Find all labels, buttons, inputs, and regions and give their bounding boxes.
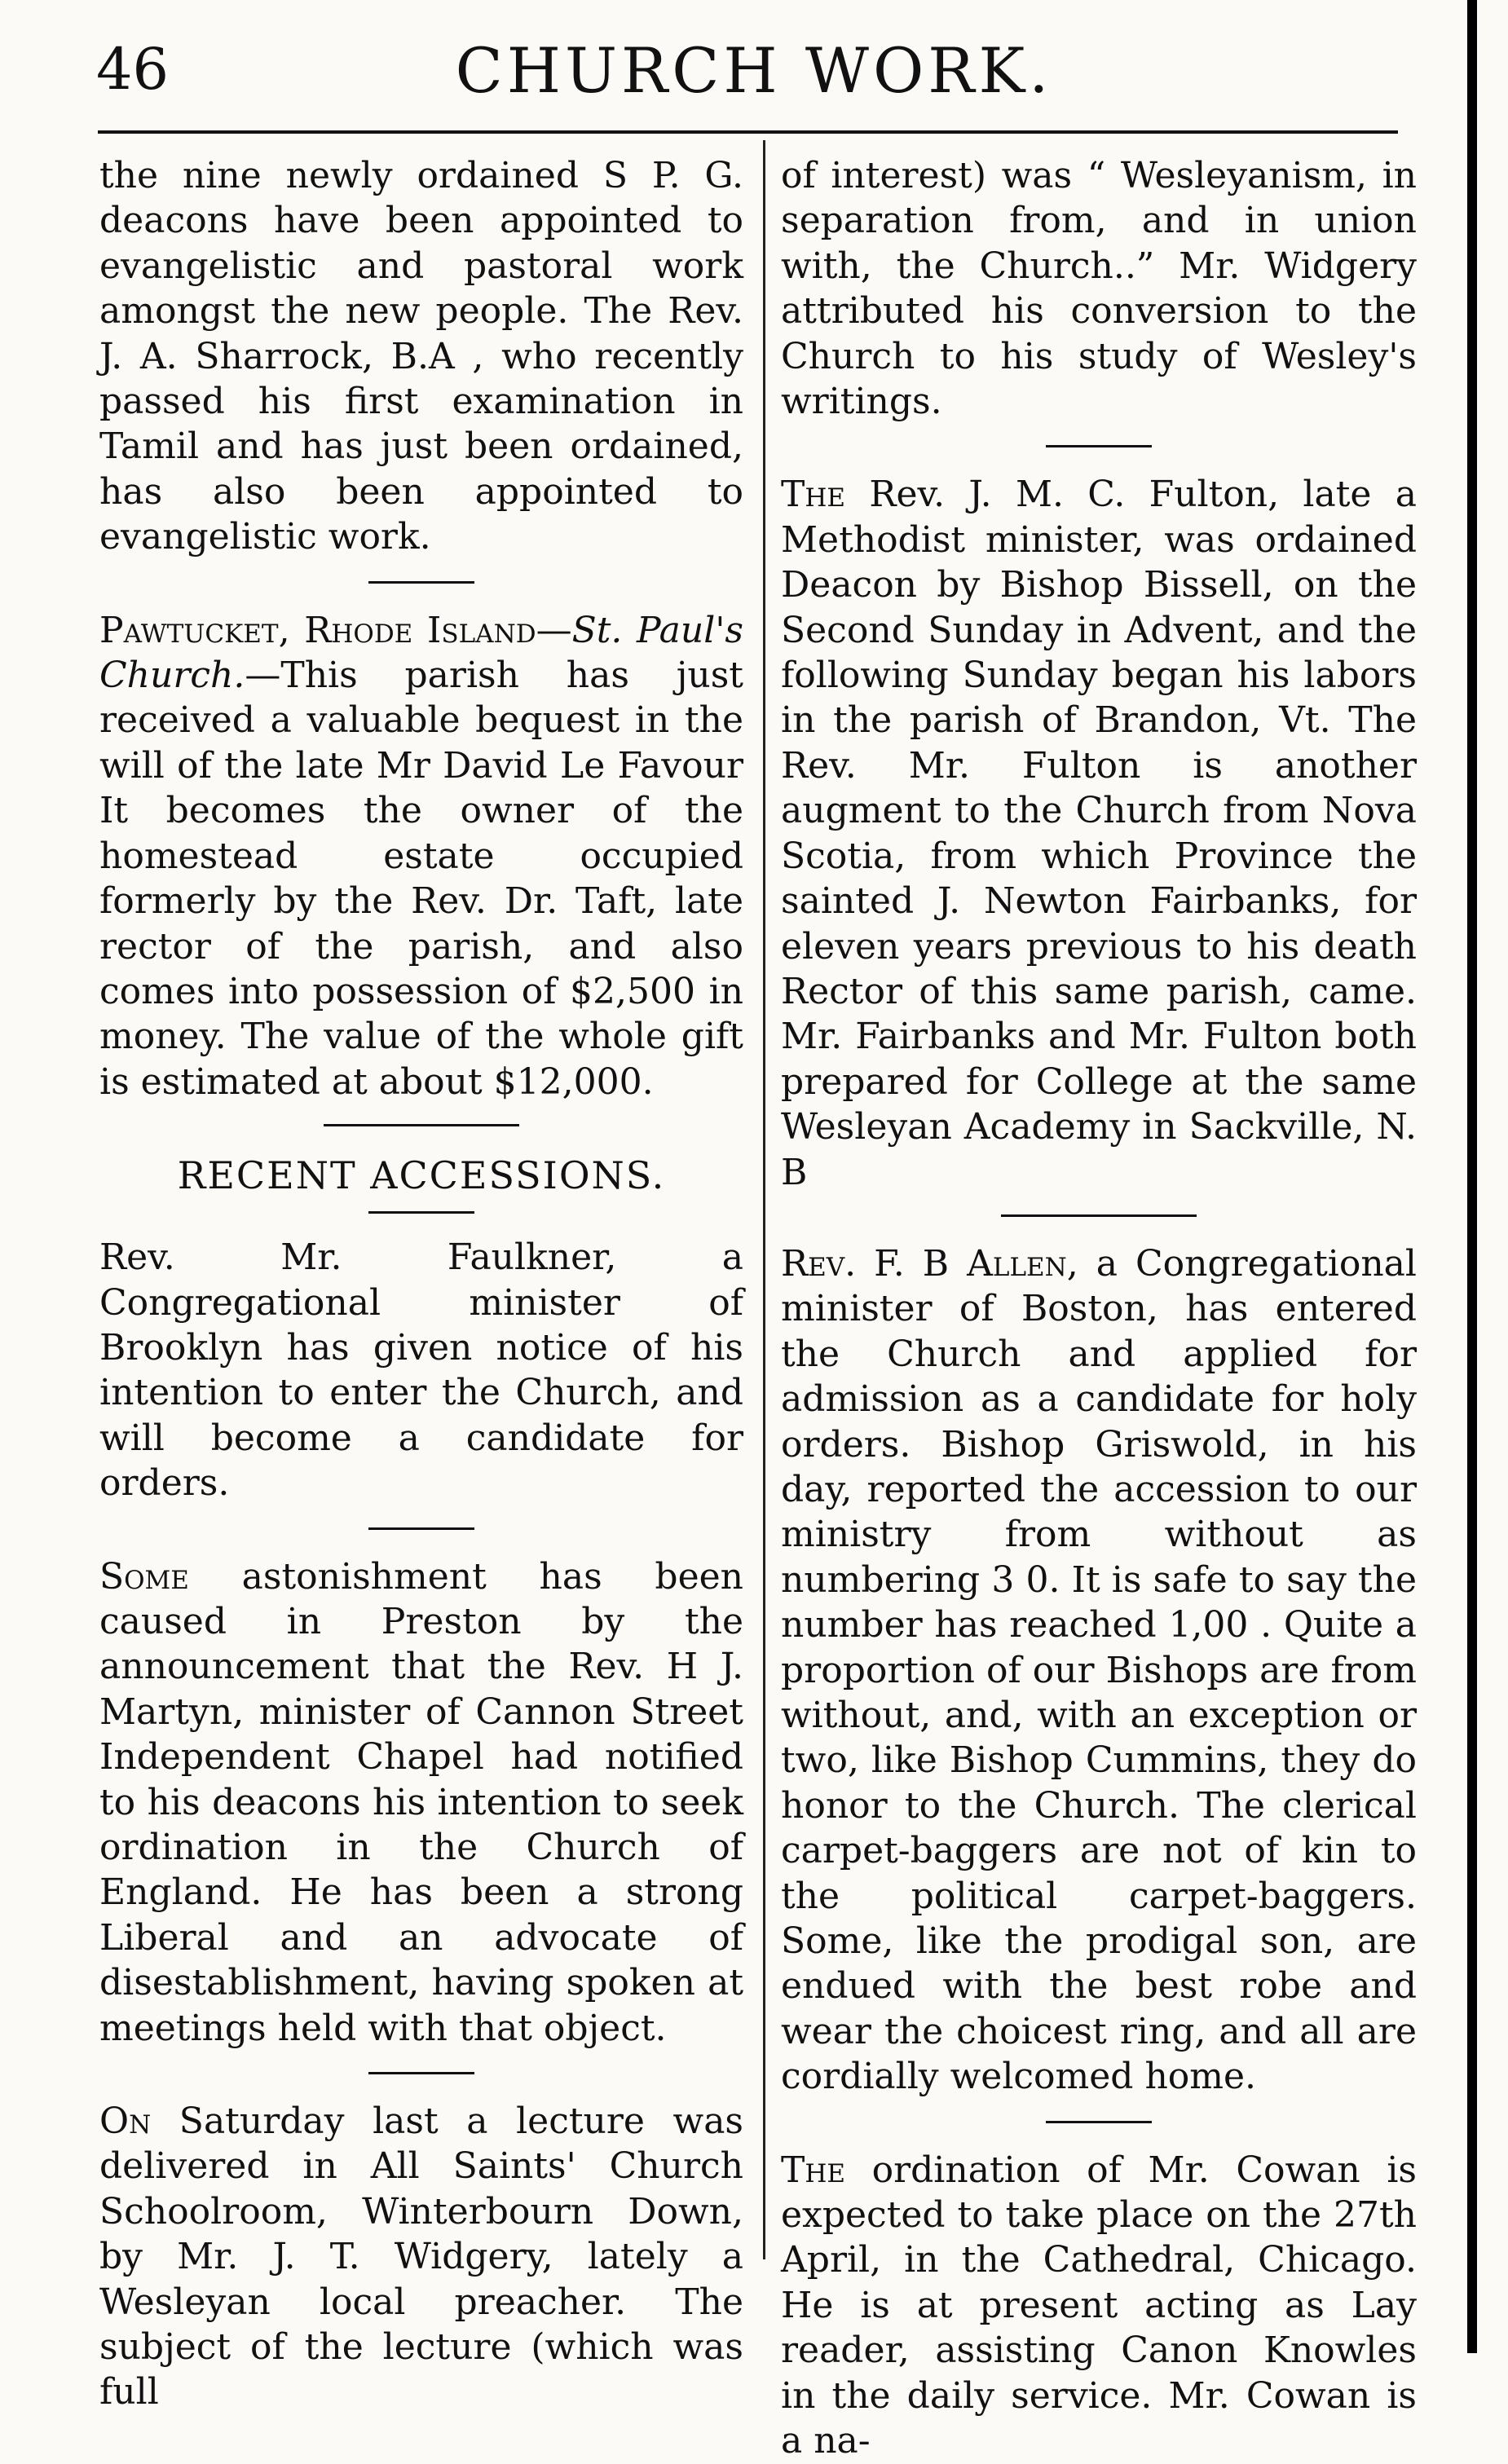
section-heading: RECENT ACCESSIONS. <box>177 1153 666 1198</box>
paragraph-fulton: The Rev. J. M. C. Fulton, late a Methodist minister, was ordained Deacon by Bishop Bissell, on the Second Sunday in Advent, and the following Sunday began his labors in the parish of Brandon, Vt. The Rev. Mr. Fulton is another augment to the Church from Nova Scotia, from which Province the sainted J. Newton Fairbanks, for eleven years previous to his death Rector of this same parish, came. Mr. Fairbanks and Mr. Fulton both prepared for College at the same Wesleyan Academy in Sackville, N. B <box>781 474 1417 1193</box>
separator-rule <box>1046 445 1152 447</box>
separator-rule <box>368 581 474 584</box>
paragraph-widgery-lecture: On Saturday last a lecture was delivered in All Saints' Church Schoolroom, Winterbourn Down, by Mr. J. T. Widgery, lately a Wesleyan local preacher. The subject of the lecture (which was full <box>99 2100 743 2413</box>
paragraph-spg-deacons: the nine newly ordained S P. G. deacons have been appointed to evangelistic and pastoral work amongst the new people. The Rev. J. A. Sharrock, B.A , who recently passed his first examination in Tamil and has just been ordained, has also been appointed to evangelistic work. <box>99 155 743 558</box>
left-column <box>99 153 743 2415</box>
section-rule <box>324 1124 519 1126</box>
running-title: CHURCH WORK. <box>455 34 1053 107</box>
paragraph-cowan: The ordination of Mr. Cowan is expected to take place on the 27th April, in the Cathedral, Chicago. He is at present acting as Lay reader, assisting Canon Knowles in the daily service. Mr. Cowan is a na- <box>781 2149 1417 2462</box>
page-number: 46 <box>96 36 170 103</box>
header-rule <box>98 130 1398 134</box>
separator-rule <box>368 1211 474 1214</box>
church-name: St. Paul's Church. <box>99 609 743 697</box>
column-divider <box>763 140 765 2259</box>
paragraph-pawtucket: Pawtucket, Rhode Island—St. Paul's Church.—This parish has just received a valuable bequest in the will of the late Mr David Le Favour It becomes the owner of the homestead estate occupied formerly by the Rev. Dr. Taft, late rector of the parish, and also comes into possession of $2,500 in money. The value of the whole gift is estimated at about $12,000. <box>99 609 743 1103</box>
separator-rule <box>368 1527 474 1530</box>
separator-rule <box>368 2072 474 2074</box>
paragraph-faulkner: Rev. Mr. Faulkner, a Congregational minister of Brooklyn has given notice of his intention to enter the Church, and will become a candidate for orders. <box>99 1236 743 1505</box>
page-edge-rule <box>1467 0 1477 2353</box>
paragraph-wesleyanism: of interest) was “ Wesleyanism, in separation from, and in union with, the Church..” Mr. Widgery attributed his conversion to the Church to his study of Wesley's writings. <box>781 155 1417 423</box>
separator-rule <box>1046 2121 1152 2123</box>
place-name: Pawtucket, Rhode Island <box>99 609 536 651</box>
paragraph-allen: Rev. F. B Allen, a Congregational minister of Boston, has entered the Church and applied for admission as a candidate for holy orders. Bishop Griswold, in his day, reported the accession to our ministry from without as numbering 3 0. It is safe to say the number has reached 1,00 . Quite a proportion of our Bishops are from without, and, with an exception or two, like Bishop Cummins, they do honor to the Church. The clerical carpet-baggers are not of kin to the political carpet-baggers. Some, like the prodigal son, are endued with the best robe and wear the choicest ring, and all are cordially welcomed home. <box>781 1242 1417 2098</box>
paragraph-martyn: Some astonishment has been caused in Preston by the announcement that the Rev. H J. Martyn, minister of Cannon Street Independent Chapel had notified to his deacons his intention to seek ordination in the Church of England. He has been a strong Liberal and an advocate of disestablishment, having spoken at meetings held with that object. <box>99 1555 743 2049</box>
separator-rule <box>1001 1214 1197 1217</box>
right-column <box>781 153 1417 2464</box>
